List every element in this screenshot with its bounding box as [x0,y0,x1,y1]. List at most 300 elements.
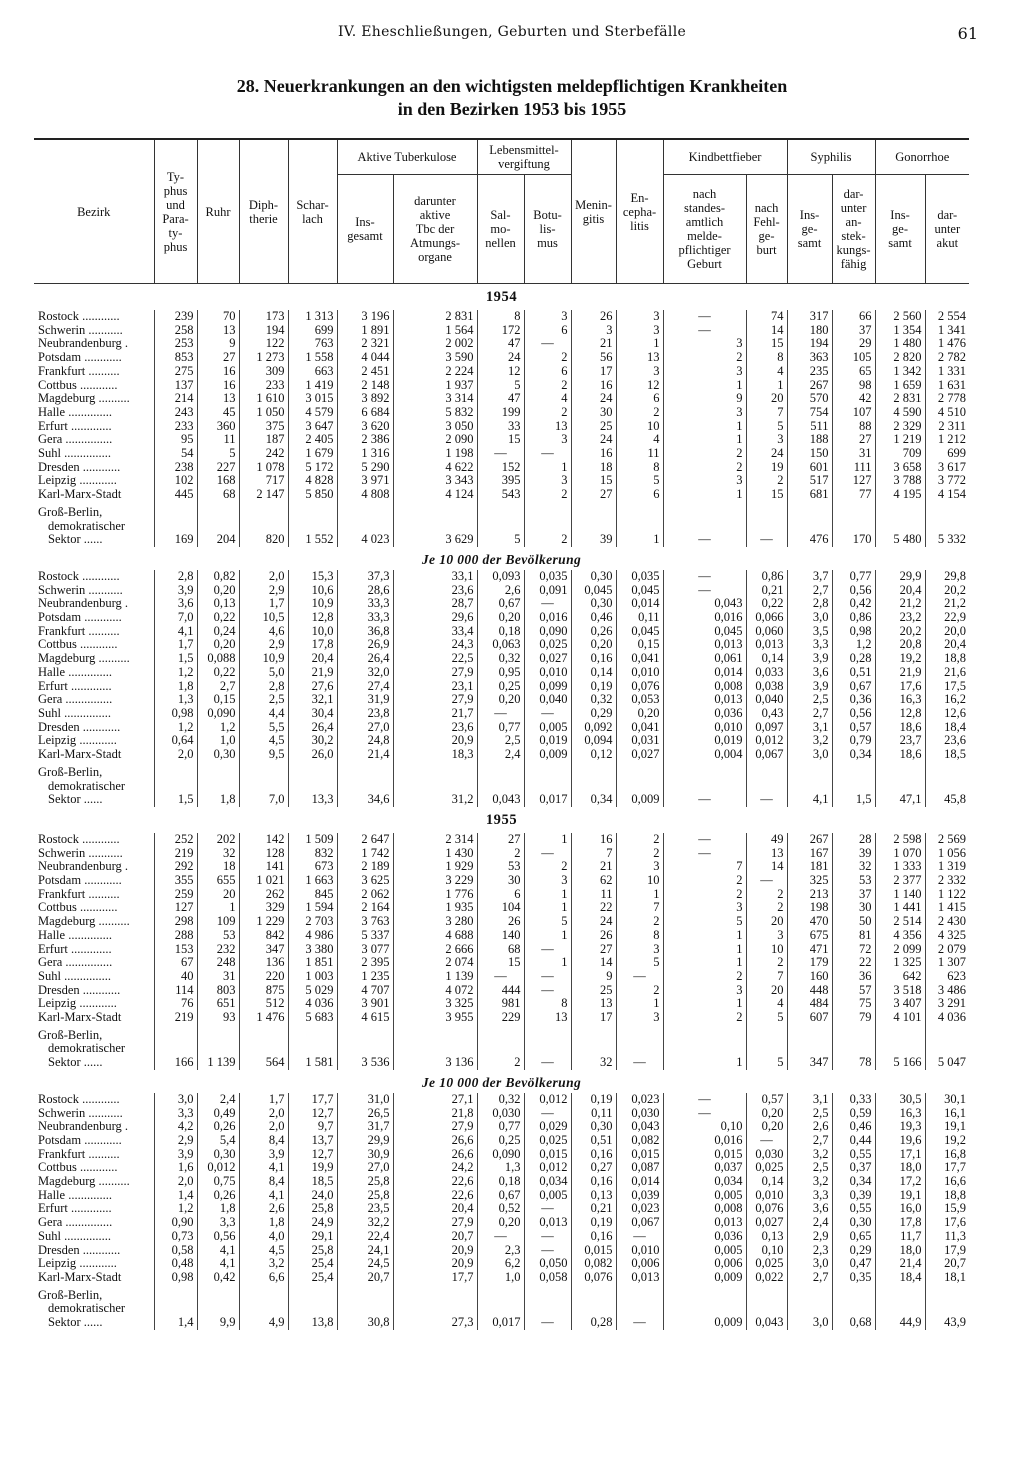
header-tbc-insgesamt: Ins- gesamt [337,175,393,284]
table-cell: 3 [524,474,571,488]
table-row [34,888,969,902]
table-cell: 10 [746,943,787,957]
table-cell: 0,040 [524,693,571,707]
table-cell: 1 [616,502,663,547]
table-cell: 1 [663,420,746,434]
table-cell: 12,6 [925,707,969,721]
table-cell: 1 [663,433,746,447]
table-cell: 0,009 [663,1285,746,1330]
table-cell: 16,0 [875,1202,925,1216]
table-cell: 4,1 [787,762,832,807]
table-cell: 0,19 [571,1093,616,1107]
table-cell: 0,22 [746,597,787,611]
table-cell: 0,037 [663,1161,746,1175]
table-cell: 875 [239,984,288,998]
table-cell: 3 325 [393,997,477,1011]
table-cell: 12 [477,365,524,379]
table-cell: 3 [616,310,663,324]
table-cell: 194 [239,324,288,338]
table-cell: 31 [832,447,875,461]
table-cell: 202 [197,833,239,847]
table-cell: 18,6 [875,721,925,735]
table-cell: 0,20 [197,584,239,598]
table-row [34,970,969,984]
table-cell: 5,5 [239,721,288,735]
table-cell: 127 [154,901,197,915]
table-cell: 0,10 [746,1244,787,1258]
bezirk-name: Magdeburg .......... [38,1175,130,1189]
table-cell: 15 [746,488,787,502]
table-cell: 18,5 [925,748,969,762]
table-cell: 238 [154,461,197,475]
table-cell: 2 [663,461,746,475]
table-cell: 0,010 [616,666,663,680]
table-cell: 21,9 [288,666,337,680]
table-cell: 1,4 [154,1189,197,1203]
table-cell: 31 [197,970,239,984]
table-cell: 4,6 [239,625,288,639]
table-cell: 2,5 [239,693,288,707]
table-cell: — [663,570,746,584]
table-cell: 79 [832,1011,875,1025]
table-cell: 22 [832,956,875,970]
table-cell: 5 029 [288,984,337,998]
table-cell: 45 [197,406,239,420]
table-cell: 0,013 [663,1216,746,1230]
bezirk-name: Potsdam ............ [38,1133,122,1147]
table-cell: 0,009 [524,748,571,762]
table-cell: 0,36 [832,693,875,707]
table-cell: 2 782 [925,351,969,365]
table-cell: 169 [154,502,197,547]
table-cell: 3 658 [875,461,925,475]
table-cell: 142 [239,833,288,847]
table-cell: 2,9 [239,638,288,652]
table-cell: 188 [787,433,832,447]
table-cell: 2 [663,1011,746,1025]
table-cell: 1,7 [154,638,197,652]
table-cell: 22,9 [925,611,969,625]
table-cell: 0,20 [477,693,524,707]
table-cell: 0,031 [616,734,663,748]
table-cell: 0,025 [746,1257,787,1271]
table-cell: 2 820 [875,351,925,365]
table-cell: 3,2 [239,1257,288,1271]
table-cell: 1 610 [239,392,288,406]
table-cell: 0,012 [746,734,787,748]
table-cell: 31,0 [337,1093,393,1107]
table-cell: 267 [787,379,832,393]
table-cell: — [746,874,787,888]
table-cell: 88 [832,420,875,434]
table-cell: 820 [239,502,288,547]
table-cell: 1 050 [239,406,288,420]
table-cell: 1 [524,461,571,475]
bezirk-name: Magdeburg .......... [38,392,130,406]
table-row [34,997,969,1011]
table-cell: 16,3 [875,1107,925,1121]
table-cell: 3,5 [787,625,832,639]
table-cell: 3 788 [875,474,925,488]
table-cell: 24,2 [393,1161,477,1175]
table-cell: 1 476 [925,337,969,351]
table-row [34,570,969,584]
table-cell: 16 [571,833,616,847]
table-cell: 2 405 [288,433,337,447]
table-row [34,1257,969,1271]
table-cell: 1 333 [875,860,925,874]
table-cell: 10,6 [288,584,337,598]
table-cell: 11 [571,888,616,902]
table-cell: 3,0 [787,1257,832,1271]
table-cell: 19,2 [875,652,925,666]
table-cell: 2,6 [477,584,524,598]
table-cell: 53 [832,874,875,888]
table-cell: 20,9 [393,1244,477,1258]
table-cell: 2,9 [239,584,288,598]
table-cell: 7,0 [239,762,288,807]
table-cell: 20,7 [925,1257,969,1271]
table-cell: 194 [787,337,832,351]
table-cell: 8 [746,351,787,365]
table-cell: 1 [663,1025,746,1070]
table-cell: 21,4 [875,1257,925,1271]
table-row [34,762,969,807]
table-cell: 0,013 [524,1216,571,1230]
table-row [34,1134,969,1148]
table-cell: 160 [787,970,832,984]
table-cell: 2 311 [925,420,969,434]
table-cell: 25,8 [337,1175,393,1189]
table-cell: 17,7 [288,1093,337,1107]
table-cell: 3 343 [393,474,477,488]
table-cell: 21,9 [875,666,925,680]
table-cell: 199 [477,406,524,420]
table-cell: 23,6 [925,734,969,748]
table-cell: 214 [154,392,197,406]
table-cell: 26,6 [393,1148,477,1162]
table-cell: 0,030 [616,1107,663,1121]
table-cell: 33 [477,420,524,434]
table-cell: 0,20 [197,638,239,652]
table-cell: 0,47 [832,1257,875,1271]
table-cell: 0,023 [616,1093,663,1107]
table-cell: 3 [663,984,746,998]
table-cell: 22 [571,901,616,915]
table-cell: 23,1 [393,680,477,694]
table-cell: 27,1 [393,1093,477,1107]
table-cell: 1 331 [925,365,969,379]
table-cell: 150 [787,447,832,461]
table-cell: 2 [663,970,746,984]
table-cell: 4 [524,392,571,406]
table-cell: 29,9 [875,570,925,584]
bezirk-name: Cottbus ............ [38,1161,118,1175]
table-cell: 3 892 [337,392,393,406]
table-cell: 18,0 [875,1161,925,1175]
table-cell: 262 [239,888,288,902]
running-head-text: IV. Eheschließungen, Geburten und Sterbefälle [337,24,687,40]
table-cell: 3 518 [875,984,925,998]
table-cell: 699 [925,447,969,461]
table-cell: 5,4 [197,1134,239,1148]
table-cell: 0,067 [746,748,787,762]
header-gon-insgesamt: Ins- ge- samt [875,175,925,284]
table-cell: 0,014 [616,1175,663,1189]
table-cell: 32 [571,1025,616,1070]
table-cell: 62 [571,874,616,888]
table-cell: 0,053 [616,693,663,707]
table-row [34,1120,969,1134]
table-cell: 7 [663,860,746,874]
table-cell: 0,14 [746,652,787,666]
table-cell: 1 021 [239,874,288,888]
table-cell: 19,2 [925,1134,969,1148]
section-header [34,547,969,570]
table-row [34,860,969,874]
table-cell: 2 666 [393,943,477,957]
table-cell: 0,20 [571,638,616,652]
table-cell: 27,0 [337,721,393,735]
table-cell: 127 [832,474,875,488]
table-cell: 1 [663,943,746,957]
table-cell: 136 [239,956,288,970]
table-cell: 3 [616,365,663,379]
table-cell: 0,082 [571,1257,616,1271]
table-cell: 0,56 [197,1230,239,1244]
table-cell: 7 [746,406,787,420]
section-label: Je 10 000 der Bevölkerung [421,551,582,567]
table-cell: 0,016 [524,611,571,625]
table-cell: — [477,1230,524,1244]
table-cell: 4 072 [393,984,477,998]
table-cell: 0,55 [832,1202,875,1216]
table-cell: 0,087 [616,1161,663,1175]
table-cell: 0,20 [746,1120,787,1134]
table-cell: 3 [524,433,571,447]
table-cell: 2 [524,860,571,874]
table-cell: 30 [832,901,875,915]
table-cell: 2,0 [154,1175,197,1189]
bezirk-name: Halle .............. [38,928,112,942]
table-cell: 25 [571,420,616,434]
table-cell: 0,51 [832,666,875,680]
table-cell: 49 [746,833,787,847]
table-cell: 16,6 [925,1175,969,1189]
table-cell: 21 [571,337,616,351]
table-cell: — [663,324,746,338]
table-cell: 4,1 [239,1189,288,1203]
table-cell: — [524,1285,571,1330]
table-cell: — [616,970,663,984]
table-cell: 0,022 [746,1271,787,1285]
table-cell: 27,6 [288,680,337,694]
table-cell: 20 [746,984,787,998]
bezirk-name: Magdeburg .......... [38,652,130,666]
table-cell: 13,7 [288,1134,337,1148]
table-cell: — [663,310,746,324]
table-cell: 0,016 [663,611,746,625]
table-cell: 0,013 [746,638,787,652]
bezirk-name: Schwerin ........... [38,846,123,860]
table-cell: 623 [925,970,969,984]
table-cell: 18,1 [925,1271,969,1285]
table-cell: 8 [477,310,524,324]
table-cell: 448 [787,984,832,998]
table-row [34,721,969,735]
table-cell: 1 219 [875,433,925,447]
table-cell: 3 136 [393,1025,477,1070]
table-cell: 0,44 [832,1134,875,1148]
bezirk-name: Rostock ............ [38,832,120,846]
table-cell: 0,18 [477,625,524,639]
table-cell: 0,014 [663,666,746,680]
table-row [34,693,969,707]
bezirk-name: Halle .............. [38,1188,112,1202]
table-cell: — [663,584,746,598]
table-cell: 2 560 [875,310,925,324]
table-cell: 33,3 [337,597,393,611]
table-cell: 1,2 [154,1202,197,1216]
table-cell: 23,6 [393,721,477,735]
table-cell: 3,6 [154,597,197,611]
table-cell: 7 [746,970,787,984]
table-cell: 0,57 [832,721,875,735]
table-cell: 17,1 [875,1148,925,1162]
table-cell: 31,2 [393,762,477,807]
table-cell: 832 [288,847,337,861]
bezirk-name: Rostock ............ [38,1092,120,1106]
table-cell: 642 [875,970,925,984]
table-cell: 0,86 [832,611,875,625]
table-cell: 227 [197,461,239,475]
table-cell: 0,46 [832,1120,875,1134]
table-cell: 3 [663,337,746,351]
table-row [34,611,969,625]
table-cell: 471 [787,943,832,957]
table-cell: 24,3 [393,638,477,652]
table-cell: 0,34 [832,1175,875,1189]
table-cell: 0,37 [832,1161,875,1175]
table-cell: 292 [154,860,197,874]
table-cell: 0,42 [832,597,875,611]
table-cell: 5 [746,1011,787,1025]
table-cell: 20,9 [393,734,477,748]
table-cell: 717 [239,474,288,488]
table-cell: 0,067 [616,1216,663,1230]
table-cell: 19,3 [875,1120,925,1134]
table-cell: 3 [746,929,787,943]
table-cell: 6,6 [239,1271,288,1285]
table-cell: 3 229 [393,874,477,888]
table-cell: 3 772 [925,474,969,488]
table-cell: 445 [154,488,197,502]
table-row [34,1161,969,1175]
table-cell: 845 [288,888,337,902]
table-cell: 23,6 [393,584,477,598]
bezirk-name: Cottbus ............ [38,378,118,392]
table-cell: 0,30 [571,597,616,611]
table-cell: 1 851 [288,956,337,970]
table-cell: 24 [571,433,616,447]
table-cell: 0,010 [663,721,746,735]
table-cell: 0,082 [616,1134,663,1148]
table-cell: 2 [746,956,787,970]
table-cell: 2 148 [337,379,393,393]
table-cell: 137 [154,379,197,393]
table-cell: 45,8 [925,762,969,807]
table-cell: 12,7 [288,1107,337,1121]
table-cell: 70 [197,310,239,324]
table-cell: 267 [787,833,832,847]
table-cell: 229 [477,1011,524,1025]
table-cell: 0,039 [616,1189,663,1203]
table-cell: 0,004 [663,748,746,762]
table-cell: 8 [616,929,663,943]
table-cell: 0,027 [524,652,571,666]
table-cell: 1 [663,379,746,393]
table-cell: — [477,447,524,461]
table-cell: 3 314 [393,392,477,406]
table-cell: 5 [524,915,571,929]
table-cell: 853 [154,351,197,365]
table-cell: 17,8 [875,1216,925,1230]
bezirk-name: Potsdam ............ [38,351,122,365]
table-cell: 6 [524,365,571,379]
table-cell: 16,3 [875,693,925,707]
table-row [34,748,969,762]
table-cell: 3,9 [787,652,832,666]
table-cell: 0,030 [477,1107,524,1121]
bezirk-name: Potsdam ............ [38,611,122,625]
table-cell: 30 [477,874,524,888]
table-cell: 0,73 [154,1230,197,1244]
table-cell: 1 070 [875,847,925,861]
table-cell: 3 [663,406,746,420]
table-cell: 39 [832,847,875,861]
table-row [34,680,969,694]
table-cell: 0,034 [524,1175,571,1189]
table-cell: 0,30 [571,570,616,584]
table-cell: 4 036 [288,997,337,1011]
table-cell: 4,1 [197,1244,239,1258]
table-cell: 40 [154,970,197,984]
table-cell: 3 [616,324,663,338]
table-cell: 20,8 [875,638,925,652]
table-cell: 3 [663,474,746,488]
table-cell: 0,33 [832,1093,875,1107]
table-cell: — [477,707,524,721]
table-cell: 1,8 [197,762,239,807]
table-cell: 470 [787,915,832,929]
table-cell: 72 [832,943,875,957]
table-cell: 607 [787,1011,832,1025]
table-cell: 4 510 [925,406,969,420]
table-cell: 0,10 [663,1120,746,1134]
table-cell: 5 683 [288,1011,337,1025]
table-cell: 243 [154,406,197,420]
table-cell: 2 164 [337,901,393,915]
table-cell: 32 [832,860,875,874]
table-cell: 20 [197,888,239,902]
table-cell: 476 [787,502,832,547]
table-row [34,584,969,598]
table-cell: 13 [197,392,239,406]
header-botulismus: Botu- lis- mus [524,175,571,284]
table-cell: 1 198 [393,447,477,461]
table-cell: 5 172 [288,461,337,475]
table-cell: 4 325 [925,929,969,943]
